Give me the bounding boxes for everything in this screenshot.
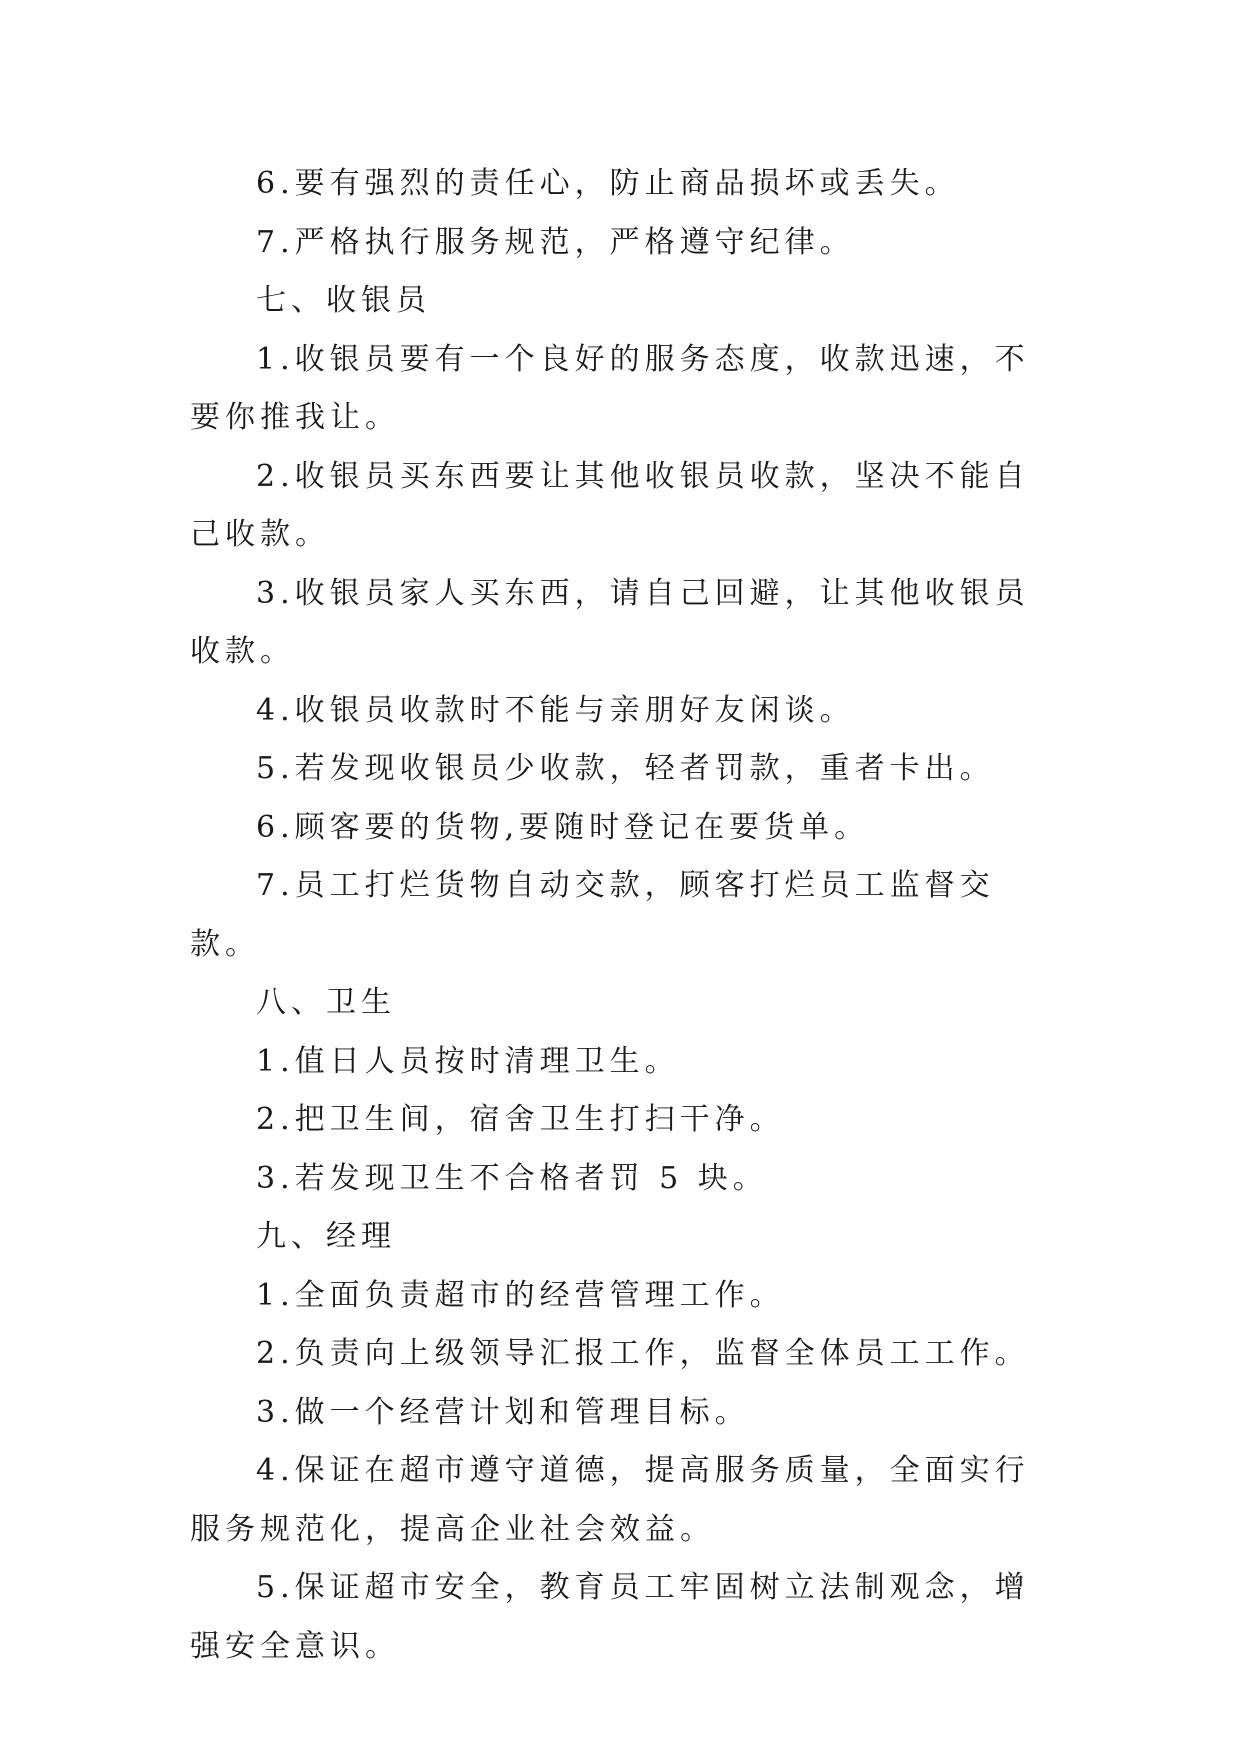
cashier-rule-3: 3.收银员家人买东西，请自己回避，让其他收银员收款。 bbox=[190, 575, 1030, 669]
paragraph-item-7-discipline: 7.严格执行服务规范，严格遵守纪律。 bbox=[256, 224, 855, 260]
cashier-rule-2: 2.收银员买东西要让其他收银员收款，坚决不能自己收款。 bbox=[190, 458, 1030, 552]
cashier-rule-7: 7.员工打烂货物自动交款，顾客打烂员工监督交款。 bbox=[190, 868, 995, 962]
hygiene-rule-3: 3.若发现卫生不合格者罚 5 块。 bbox=[256, 1160, 768, 1196]
document-body bbox=[190, 155, 1050, 1676]
hygiene-rule-1: 1.值日人员按时清理卫生。 bbox=[256, 1043, 680, 1079]
cashier-rule-5: 5.若发现收银员少收款，轻者罚款，重者卡出。 bbox=[256, 751, 995, 786]
manager-rule-2: 2.负责向上级领导汇报工作，监督全体员工工作。 bbox=[256, 1336, 1030, 1371]
cashier-rule-4: 4.收银员收款时不能与亲朋好友闲谈。 bbox=[256, 692, 855, 728]
section-heading-manager: 九、经理 bbox=[256, 1219, 396, 1254]
section-heading-cashier: 七、收银员 bbox=[256, 283, 431, 318]
manager-rule-4: 4.保证在超市遵守道德，提高服务质量，全面实行服务规范化，提高企业社会效益。 bbox=[190, 1453, 1030, 1547]
manager-rule-1: 1.全面负责超市的经营管理工作。 bbox=[256, 1277, 785, 1313]
section-heading-hygiene: 八、卫生 bbox=[256, 985, 396, 1020]
manager-rule-5: 5.保证超市安全，教育员工牢固树立法制观念，增强安全意识。 bbox=[190, 1570, 1030, 1664]
cashier-rule-1: 1.收银员要有一个良好的服务态度，收款迅速，不要你推我让。 bbox=[190, 341, 1030, 435]
paragraph-item-6-responsibility: 6.要有强烈的责任心，防止商品损坏或丢失。 bbox=[256, 166, 960, 201]
cashier-rule-6: 6.顾客要的货物,要随时登记在要货单。 bbox=[256, 809, 870, 845]
manager-rule-3: 3.做一个经营计划和管理目标。 bbox=[256, 1394, 750, 1430]
hygiene-rule-2: 2.把卫生间，宿舍卫生打扫干净。 bbox=[256, 1102, 785, 1137]
